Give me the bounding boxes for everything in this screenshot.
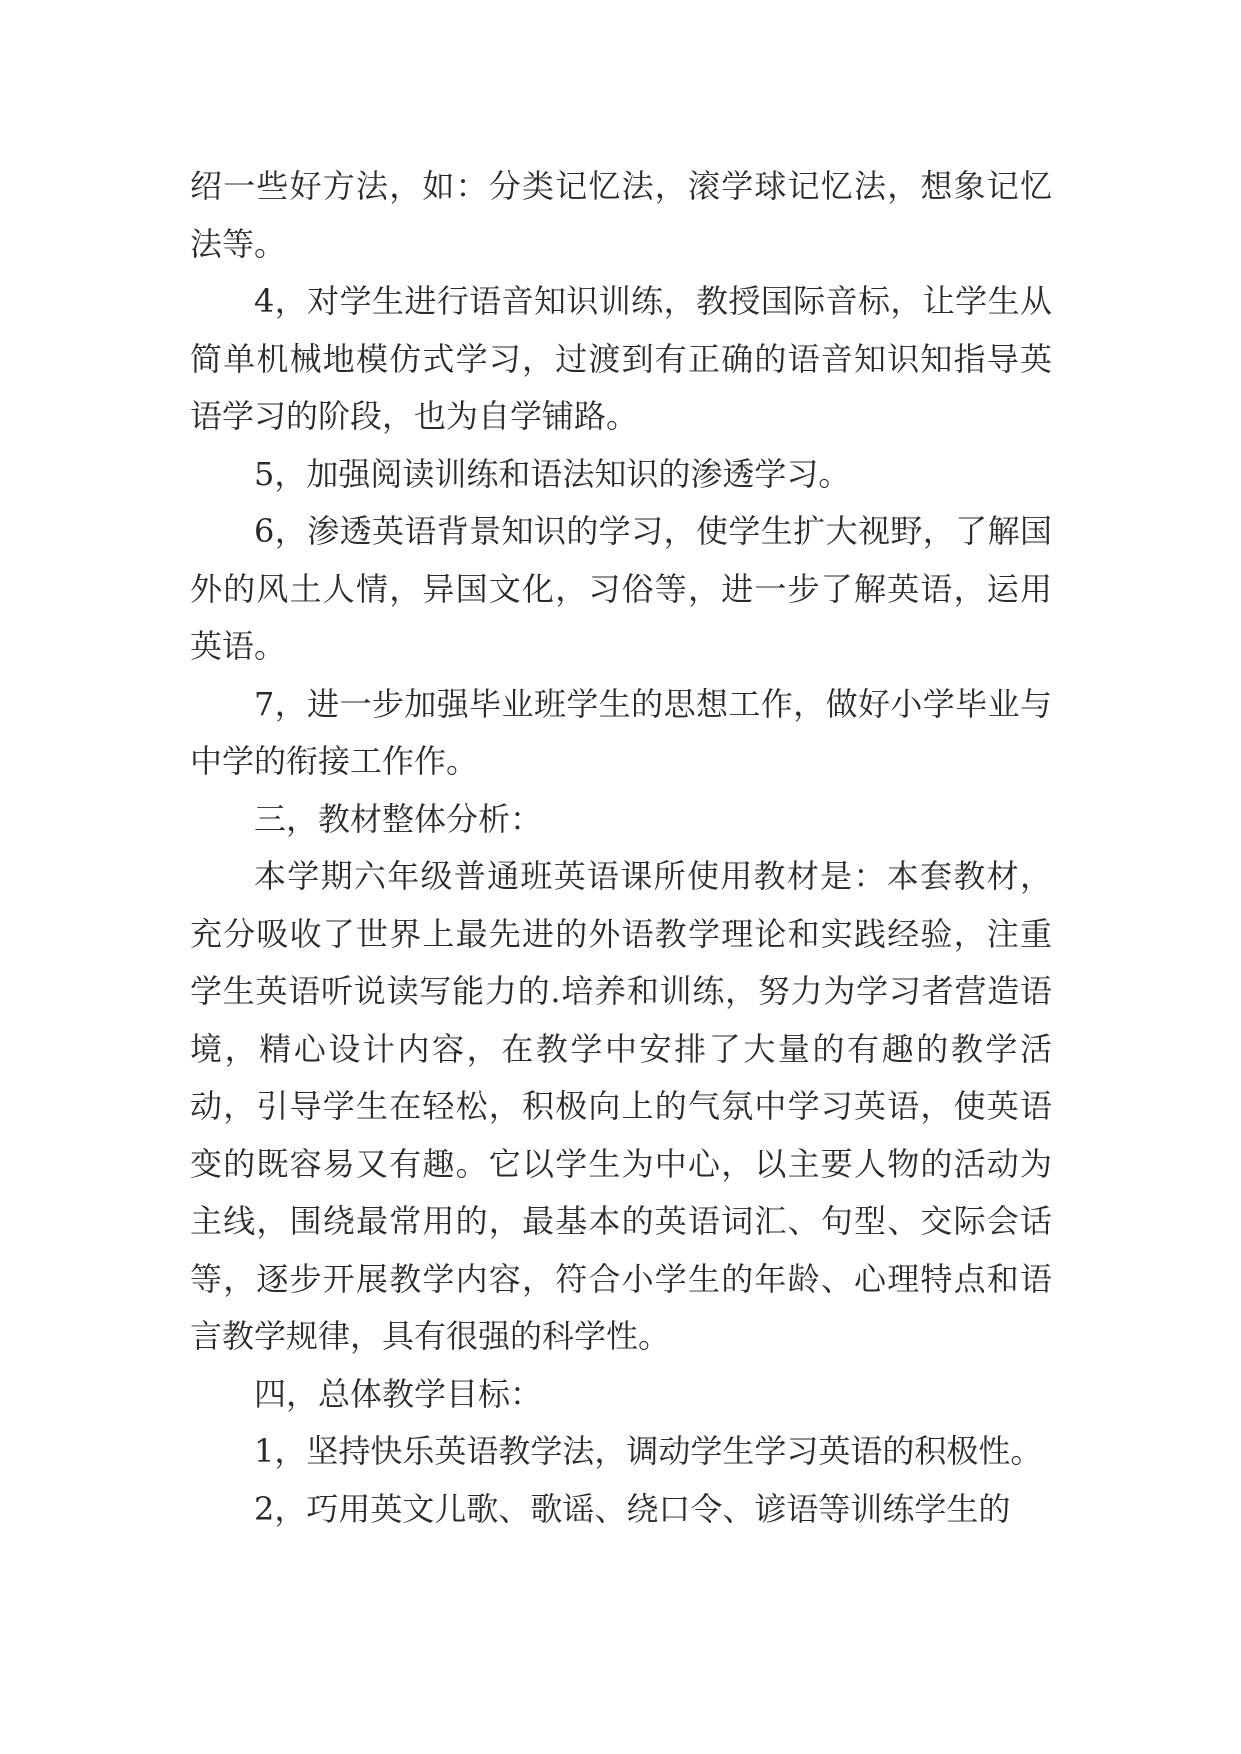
paragraph-textbook-analysis: 本学期六年级普通班英语课所使用教材是：本套教材，充分吸收了世界上最先进的外语教学理论和实践经验，注重学生英语听说读写能力的.培养和训练，努力为学习者营造语境，精心设计内容，在教学中安排了大量的有趣的教学活动，引导学生在轻松，积极向上的气氛中学习英语，使英语变的既容易又有趣。它以学生为中心，以主要人物的活动为主线，围绕最常用的，最基本的英语词汇、句型、交际会话等，逐步开展教学内容，符合小学生的年龄、心理特点和语言教学规律，具有很强的科学性。 [190, 857, 1052, 1355]
section-heading-3: 三，教材整体分析： [254, 799, 543, 838]
paragraph-item-5: 5，加强阅读训练和语法知识的渗透学习。 [254, 454, 851, 493]
paragraph-goal-1: 1，坚持快乐英语教学法，调动学生学习英语的积极性。 [254, 1432, 1043, 1470]
paragraph-goal-2: 2，巧用英文儿歌、歌谣、绕口令、谚语等训练学生的 [254, 1489, 1011, 1528]
paragraph-item-6: 6，渗透英语背景知识的学习，使学生扩大视野，了解国外的风土人情，异国文化，习俗等，进一步了解英语，运用英语。 [190, 512, 1052, 665]
document-body [190, 158, 1052, 1538]
paragraph-item-7: 7，进一步加强毕业班学生的思想工作，做好小学毕业与中学的衔接工作作。 [190, 684, 1052, 780]
paragraph-item-4: 4，对学生进行语音知识训练，教授国际音标，让学生从简单机械地模仿式学习，过渡到有正确的语音知识知指导英语学习的阶段，也为自学铺路。 [190, 282, 1052, 435]
paragraph-memory-methods: 绍一些好方法，如：分类记忆法，滚学球记忆法，想象记忆法等。 [190, 167, 1052, 263]
section-heading-4: 四，总体教学目标： [254, 1374, 543, 1413]
